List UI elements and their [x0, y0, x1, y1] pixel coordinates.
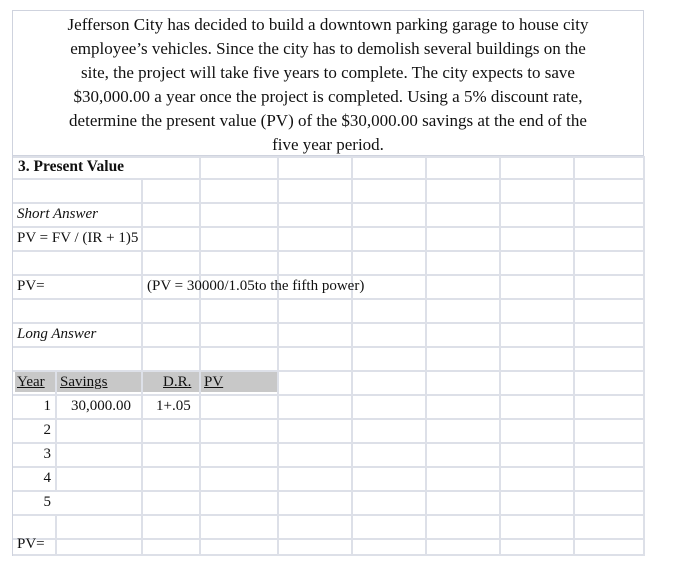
row-line	[13, 538, 645, 540]
section-title: 3. Present Value	[18, 158, 125, 175]
row-line	[13, 370, 645, 372]
problem-line: five year period.	[272, 135, 384, 154]
row-line	[13, 298, 645, 300]
savings-cell: 30,000.00	[71, 398, 131, 414]
problem-line: $30,000.00 a year once the project is completed. Using a 5% discount rate,	[73, 87, 583, 106]
short-answer-pv-label: PV=	[17, 278, 45, 294]
column-line	[573, 156, 575, 554]
short-answer-formula: PV = FV / (IR + 1)5	[17, 230, 139, 246]
problem-statement	[12, 10, 644, 156]
column-line	[199, 156, 201, 554]
header-dr: D.R.	[163, 374, 192, 390]
long-answer-label: Long Answer	[17, 326, 97, 342]
row-line	[13, 346, 645, 348]
year-cell: 4	[43, 470, 51, 486]
year-cell: 1	[43, 398, 51, 414]
spreadsheet-grid	[12, 156, 644, 556]
row-line	[13, 490, 645, 492]
problem-line: Jefferson City has decided to build a downtown parking garage to house city	[67, 15, 589, 34]
header-year: Year	[17, 374, 45, 390]
column-line	[141, 180, 143, 554]
row-line	[13, 442, 645, 444]
long-answer-pv-label: PV=	[17, 536, 45, 552]
short-answer-label: Short Answer	[17, 206, 98, 222]
column-line	[425, 156, 427, 554]
header-savings: Savings	[60, 374, 108, 390]
row-line	[13, 250, 645, 252]
row-line	[13, 466, 645, 468]
dr-cell: 1+.05	[156, 398, 191, 414]
column-line	[277, 156, 279, 554]
short-answer-pv-note: (PV = 30000/1.05to the fifth power)	[147, 278, 365, 294]
year-cell: 5	[43, 494, 51, 510]
column-line	[351, 156, 353, 554]
row-line	[13, 178, 645, 180]
row-line	[13, 554, 645, 556]
problem-line: determine the present value (PV) of the $30,000.00 savings at the end of the	[69, 111, 587, 130]
header-pv: PV	[204, 374, 224, 390]
column-line	[643, 156, 645, 554]
column-line	[55, 370, 57, 490]
row-line	[13, 322, 645, 324]
row-line	[13, 418, 645, 420]
problem-line: employee’s vehicles. Since the city has to demolish several buildings on the	[70, 39, 586, 58]
column-line	[499, 156, 501, 554]
row-line	[13, 514, 645, 516]
year-cell: 3	[43, 446, 51, 462]
column-line	[55, 514, 57, 554]
row-line	[13, 202, 645, 204]
problem-line: site, the project will take five years to complete. The city expects to save	[81, 63, 575, 82]
year-cell: 2	[43, 422, 51, 438]
